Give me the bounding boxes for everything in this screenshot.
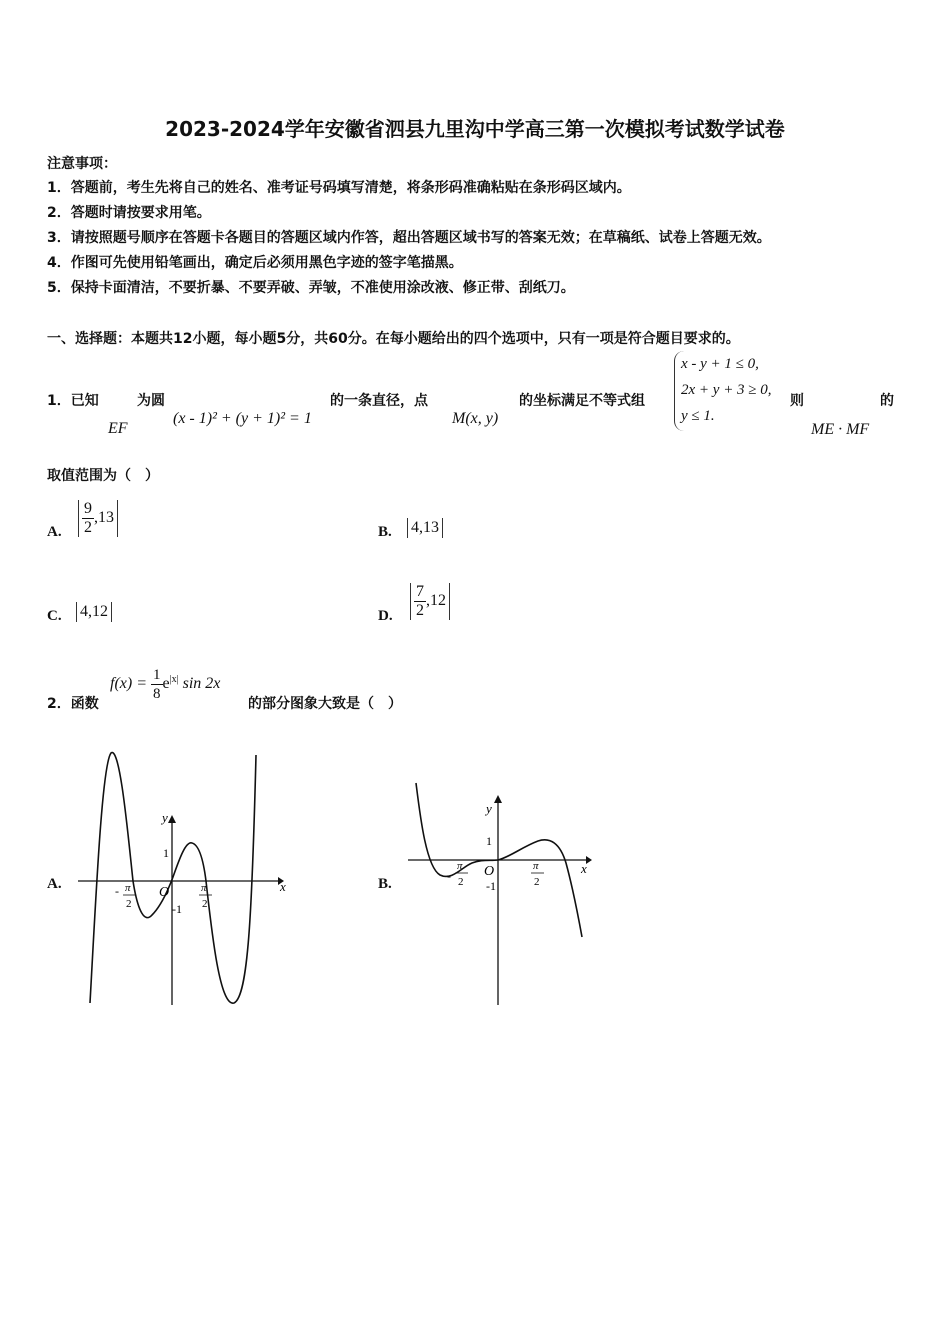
q1-option-a-den: 2: [84, 519, 92, 536]
graph-a-y-arrow: [168, 815, 176, 823]
q1-option-a-num: 9: [84, 500, 92, 517]
q2-func-tail: sin 2x: [182, 675, 221, 693]
notice-item-2: 2．答题时请按要求用笔。: [47, 205, 211, 221]
graph-b-pi-den: 2: [534, 876, 540, 888]
q1-option-d[interactable]: [410, 583, 450, 620]
graph-b-minus: -: [447, 869, 451, 883]
graph-a-y-label: y: [162, 810, 168, 825]
q1-ineq-2: 2x + y + 3 ≥ 0,: [681, 382, 772, 398]
graph-a-one: 1: [163, 846, 169, 860]
graph-b-npi-den: 2: [458, 876, 464, 888]
graph-b-origin: O: [484, 864, 495, 879]
notice-item-5: 5．保持卡面清洁，不要折暴、不要弄破、弄皱，不准使用涂改液、修正带、刮纸刀。: [47, 280, 575, 296]
q1-dot-product: ME · MF: [811, 421, 870, 438]
graph-a-npi-den: 2: [126, 898, 132, 910]
q2-number: 2．函数: [47, 696, 99, 712]
q1-option-d-den: 2: [416, 602, 424, 619]
q2-option-b-label[interactable]: B.: [378, 876, 392, 892]
notice-item-3: 3．请按照题号顺序在答题卡各题目的答题区域内作答，超出答题区域书写的答案无效；在草稿纸、试卷上答题无效。: [47, 230, 771, 246]
graph-a-pi-den: 2: [202, 898, 208, 910]
q1-option-a-rest: ,13: [94, 509, 114, 527]
q2-func-exp: |x|: [169, 673, 179, 685]
q1-option-d-num: 7: [416, 583, 424, 600]
notice-heading: 注意事项：: [47, 156, 117, 172]
graph-b-npi: π: [457, 860, 463, 872]
q1-circle-eq: (x - 1)² + (y + 1)² = 1: [173, 410, 312, 427]
q2-option-a-label[interactable]: A.: [47, 876, 62, 892]
q1-option-d-label[interactable]: D.: [378, 608, 393, 624]
graph-b-y-label: y: [486, 801, 492, 816]
q1-seg4: 则: [790, 393, 804, 409]
graph-b-x-arrow: [586, 856, 592, 864]
graph-a-minus: -: [115, 884, 119, 898]
q1-option-b[interactable]: [407, 518, 443, 538]
q2-suffix: 的部分图象大致是（ ）: [248, 696, 402, 712]
graph-a-neg-one: -1: [172, 902, 182, 916]
q1-seg2: 的一条直径，点: [330, 393, 428, 409]
q1-inequality-system: [674, 351, 789, 431]
q1-option-c[interactable]: [76, 602, 112, 622]
graph-a-npi: π: [125, 882, 131, 894]
graph-a-pi: π: [201, 882, 207, 894]
q1-ineq-1: x - y + 1 ≤ 0,: [681, 356, 759, 372]
graph-b-neg-one: -1: [486, 879, 496, 893]
q1-seg5: 的: [880, 393, 894, 409]
q2-graph-b[interactable]: [400, 775, 600, 1010]
q1-ineq-3: y ≤ 1.: [681, 408, 715, 424]
q1-ef: EF: [108, 420, 128, 437]
graph-a-curve: [90, 753, 256, 1004]
q1-seg3: 的坐标满足不等式组: [519, 393, 645, 409]
graph-b-one: 1: [486, 834, 492, 848]
graph-b-y-arrow: [494, 795, 502, 803]
notice-item-4: 4．作图可先使用铅笔画出，确定后必须用黑色字迹的签字笔描黑。: [47, 255, 463, 271]
q1-option-c-label[interactable]: C.: [47, 608, 62, 624]
q2-function: [110, 666, 220, 703]
graph-b-x-label: x: [581, 861, 587, 876]
q1-point: M(x, y): [452, 410, 499, 427]
section-heading: 一、选择题：本题共12小题，每小题5分，共60分。在每小题给出的四个选项中，只有一项是符合题目要求的。: [47, 331, 740, 347]
q2-func-e: e: [162, 675, 170, 693]
graph-a-origin: O: [159, 885, 170, 900]
q2-frac-den: 8: [153, 686, 161, 702]
q1-number: 1．已知: [47, 393, 99, 409]
q1-option-b-text: 4,13: [407, 518, 443, 538]
q2-graph-a[interactable]: [70, 745, 290, 1010]
q1-option-a-label[interactable]: A.: [47, 524, 62, 540]
q1-option-a[interactable]: [78, 500, 118, 537]
page-title: 2023-2024学年安徽省泗县九里沟中学高三第一次模拟考试数学试卷: [165, 117, 785, 141]
q1-continuation: 取值范围为（ ）: [47, 468, 159, 484]
q1-option-b-label[interactable]: B.: [378, 524, 392, 540]
graph-b-pi: π: [533, 860, 539, 872]
q1-seg1: 为圆: [137, 393, 165, 409]
q2-func-left: f(x) =: [110, 675, 147, 693]
q1-option-c-text: 4,12: [76, 602, 112, 622]
q2-frac-num: 1: [153, 667, 161, 683]
graph-a-x-label: x: [280, 879, 286, 894]
q1-option-d-rest: ,12: [426, 592, 446, 610]
notice-item-1: 1．答题前，考生先将自己的姓名、准考证号码填写清楚，将条形码准确粘贴在条形码区域内。: [47, 180, 631, 196]
